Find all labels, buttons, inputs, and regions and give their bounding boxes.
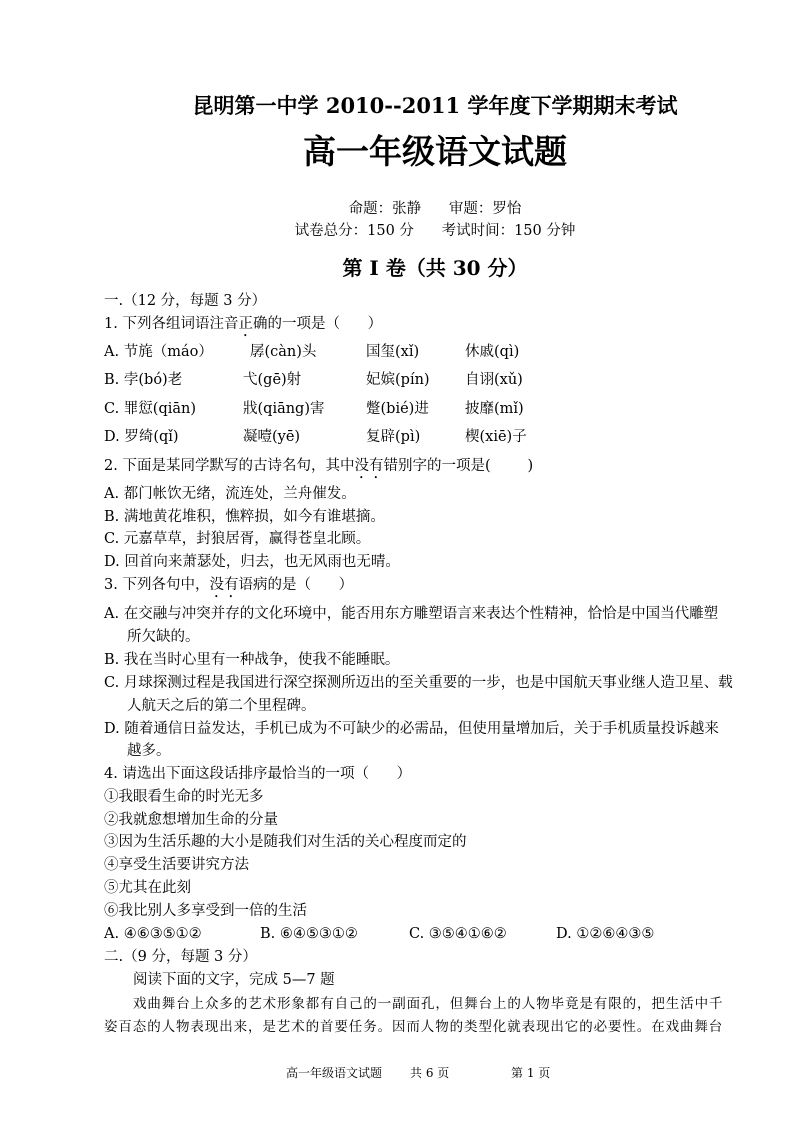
q3-option-b-line1: B. 我在当时心里有一种战争，使我不能睡眠。	[104, 652, 400, 668]
q4-choice-b: B. ⑥④⑤③①②	[260, 926, 358, 942]
q4-item-2: ②我就愈想增加生命的分量	[104, 812, 278, 828]
paper-title: 高一年级语文试题	[303, 132, 567, 171]
q1-stem-part-b: 确的一项是（ ）	[252, 316, 383, 332]
q1-opt-c-2: 戕(qiāng)害	[243, 401, 325, 417]
q1-opt-c-3: 蹩(bié)进	[366, 401, 429, 417]
q2-stem	[104, 456, 533, 482]
q1-opt-d-3: 复辟(pì)	[366, 429, 421, 445]
q1-opt-a-4: 休戚(qì)	[465, 344, 520, 360]
q4-item-1: ①我眼看生命的时光无多	[104, 789, 264, 805]
q3-stem-dotted: 没有	[209, 577, 239, 593]
q1-opt-a-2: 孱(càn)头	[250, 344, 317, 360]
q2-stem-dotted: 没有	[354, 458, 384, 474]
footer-total-pages: 共 6 页	[410, 1066, 450, 1080]
q4-choice-c: C. ③⑤④①⑥②	[409, 926, 507, 942]
section1-heading: 一.（12 分，每题 3 分）	[104, 293, 267, 309]
q2-stem-part-a: 2. 下面是某同学默写的古诗名句，其中	[104, 458, 355, 474]
q1-opt-c-4: 披靡(mǐ)	[465, 401, 524, 417]
section2-heading: 二.（9 分，每题 3 分）	[104, 949, 257, 965]
q1-opt-d-1: D. 罗绮(qǐ)	[104, 429, 179, 445]
q2-option-b: B. 满地黄花堆积，憔粹损，如今有谁堪摘。	[104, 509, 385, 525]
q1-opt-d-2: 凝噎(yē)	[243, 429, 301, 445]
q4-choice-a: A. ④⑥③⑤①②	[104, 926, 202, 942]
q3-option-a-line2: 所欠缺的。	[127, 629, 200, 645]
passage-line-1: 戏曲舞台上众多的艺术形象都有自己的一副面孔，但舞台上的人物毕竟是有限的，把生活中千	[133, 996, 724, 1012]
q1-opt-b-3: 妃嫔(pín)	[366, 372, 430, 388]
q1-opt-b-1: B. 孛(bó)老	[104, 372, 183, 388]
q2-option-a: A. 都门帐饮无绪，流连处，兰舟催发。	[104, 486, 356, 502]
q1-opt-a-3: 国玺(xǐ)	[366, 344, 420, 360]
volume-title: 第 I 卷（共 30 分）	[342, 256, 528, 280]
q2-option-c: C. 元嘉草草，封狼居胥，赢得苍皇北顾。	[104, 531, 371, 547]
q1-opt-a-1: A. 节旄（máo）	[104, 344, 213, 360]
passage-line-2: 姿百态的人物表现出来，是艺术的首要任务。因而人物的类型化就表现出它的必要性。在戏曲舞台	[104, 1019, 724, 1035]
q1-stem	[104, 314, 382, 340]
setters-line: 命题：张静 审题：罗怡	[348, 201, 522, 217]
footer-page-number: 第 1 页	[511, 1066, 551, 1080]
q1-stem-part-a: 1. 下列各组词语注音	[104, 316, 239, 332]
q1-opt-b-2: 弋(gē)射	[243, 372, 302, 388]
section2-instruction: 阅读下面的文字，完成 5—7 题	[133, 972, 335, 988]
q1-opt-b-4: 自诩(xǔ)	[465, 372, 523, 388]
q4-item-6: ⑥我比别人多享受到一倍的生活	[104, 903, 307, 919]
q3-option-a-line1: A. 在交融与冲突并存的文化环境中，能否用东方雕塑语言来表达个性精神，恰恰是中国当代雕塑	[104, 606, 719, 622]
q2-option-d: D. 回首向来萧瑟处，归去，也无风雨也无晴。	[104, 554, 400, 570]
q1-opt-c-1: C. 罪愆(qiān)	[104, 401, 197, 417]
q4-item-4: ④享受生活要讲究方法	[104, 857, 249, 873]
q3-option-d-line1: D. 随着通信日益发达，手机已成为不可缺少的必需品，但使用量增加后，关于手机质量投诉越来	[104, 721, 719, 737]
q3-stem-part-b: 语病的是（ ）	[238, 577, 354, 593]
q3-option-c-line1: C. 月球探测过程是我国进行深空探测所迈出的至关重要的一步，也是中国航天事业继人造卫星、载	[104, 675, 733, 691]
school-title: 昆明第一中学 2010--2011 学年度下学期期末考试	[192, 93, 678, 118]
q4-stem: 4. 请选出下面这段话排序最恰当的一项（ ）	[104, 766, 412, 782]
q1-opt-d-4: 楔(xiē)子	[465, 429, 527, 445]
footer-title: 高一年级语文试题	[286, 1066, 383, 1080]
q3-stem	[104, 575, 353, 601]
exam-info-line: 试卷总分：150 分 考试时间：150 分钟	[294, 223, 576, 239]
q4-choice-d: D. ①②⑥④③⑤	[556, 926, 655, 942]
q4-item-3: ③因为生活乐趣的大小是随我们对生活的关心程度而定的	[104, 834, 467, 850]
q3-option-c-line2: 人航天之后的第二个里程碑。	[127, 698, 316, 714]
q4-item-5: ⑤尤其在此刻	[104, 880, 191, 896]
q3-option-d-line2: 越多。	[127, 743, 171, 759]
q2-stem-part-b: 错别字的一项是( )	[383, 458, 534, 474]
q1-stem-dotted: 正	[238, 316, 253, 332]
q3-stem-part-a: 3. 下列各句中，	[104, 577, 210, 593]
